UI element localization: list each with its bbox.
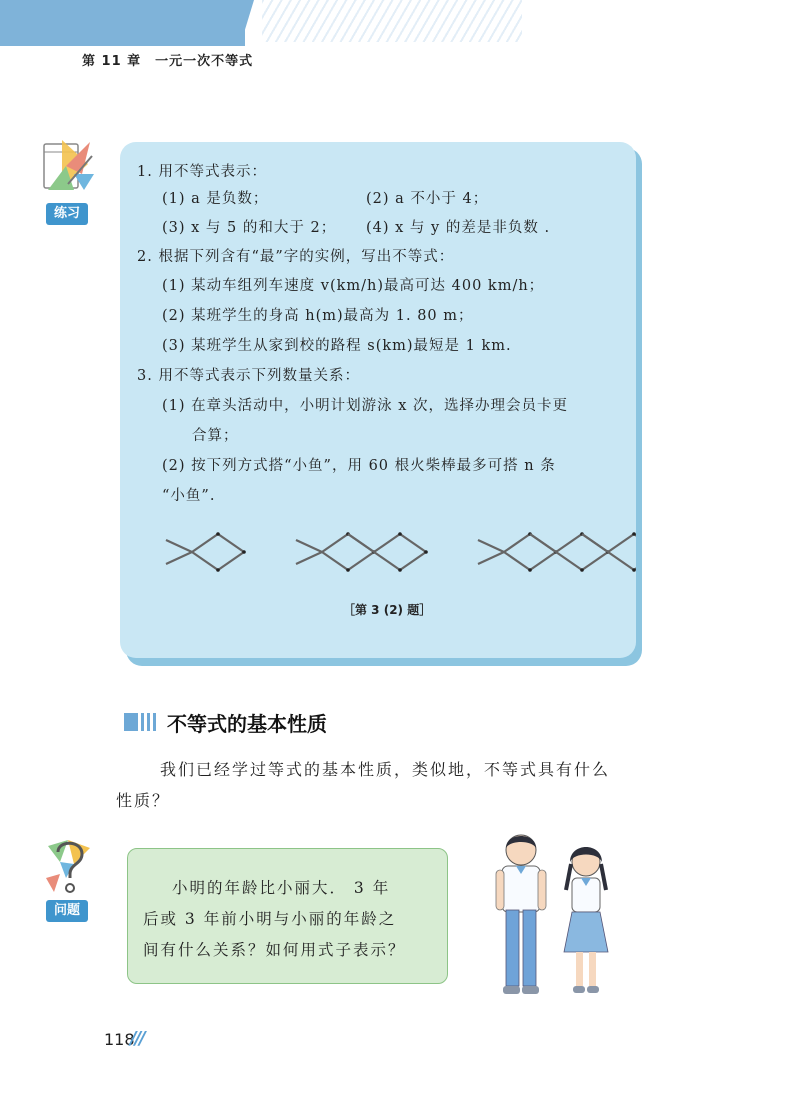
match-head [216,532,220,536]
match-head [632,568,636,572]
match-head [528,568,532,572]
matchstick [582,534,608,552]
matchstick [634,534,636,552]
exercise-2-3: (3) 某班学生从家到校的路程 s(km)最短是 1 km. [162,338,512,354]
question-icon [40,838,96,896]
matchstick [322,552,348,570]
question-line1: 小明的年龄比小丽大． 3 年 [172,879,391,897]
matchstick [478,540,504,552]
page-number: 118 [104,1030,135,1049]
matchstick [504,534,530,552]
match-head [398,532,402,536]
matchstick [634,552,636,570]
exercise-1-2: (2) a 不小于 4； [366,191,489,207]
match-head [216,568,220,572]
page-decoration: /// [130,1028,144,1049]
matchstick [374,534,400,552]
exercise-1-3: (3) x 与 5 的和大于 2； [162,220,337,236]
exercise-3-2-cont: “小鱼”. [162,488,216,504]
match-head [398,568,402,572]
header-band [0,0,245,46]
question-line2: 后或 3 年前小明与小丽的年龄之 [143,910,397,928]
girl-illustration [564,847,608,993]
exercise-2-1: (1) 某动车组列车速度 v(km/h)最高可达 400 km/h； [162,278,545,294]
match-head [580,568,584,572]
matchstick [608,534,634,552]
header-stripes [262,0,522,42]
exercise-1-1: (1) a 是负数； [162,191,269,207]
matchstick [478,552,504,564]
match-head [346,568,350,572]
matchstick [348,552,374,570]
practice-icon [38,134,98,196]
matchstick [504,552,530,570]
matchstick [348,534,374,552]
exercise-3-2: (2) 按下列方式搭“小鱼”，用 60 根火柴棒最多可搭 n 条 [162,458,556,474]
figure-caption: ［第 3 (2) 题］ [343,603,432,617]
matchstick [322,534,348,552]
question-line3: 间有什么关系？如何用式子表示？ [143,941,406,959]
boy-illustration [496,835,546,994]
matchstick [296,540,322,552]
matchstick [530,534,556,552]
exercise-2-2: (2) 某班学生的身高 h(m)最高为 1. 80 m； [162,308,474,324]
matchstick [218,534,244,552]
match-head [242,550,246,554]
matchstick [608,552,634,570]
matchstick [400,552,426,570]
matchstick [166,540,192,552]
question-badge: 问题 [46,900,88,922]
exercise-1: 1. 用不等式表示： [137,164,267,180]
practice-badge: 练习 [46,203,88,225]
chapter-title: 第 11 章 一元一次不等式 [82,54,254,69]
header-band-edge [240,0,254,46]
exercise-1-4: (4) x 与 y 的差是非负数 . [366,220,551,236]
section-marker [124,713,138,731]
matchstick [296,552,322,564]
matchstick [530,552,556,570]
exercise-2: 2. 根据下列含有“最”字的实例，写出不等式： [137,249,455,265]
matchstick [192,552,218,570]
matchstick [166,552,192,564]
matchstick [400,534,426,552]
matchstick [374,552,400,570]
section-paragraph-line1: 我们已经学过等式的基本性质，类似地，不等式具有什么 [160,760,611,779]
matchstick-fish-figure [120,508,636,598]
matchstick [556,552,582,570]
section-marker-stripe [147,713,150,731]
exercise-3: 3. 用不等式表示下列数量关系： [137,368,360,384]
students-illustration [488,828,618,1004]
exercise-3-1: (1) 在章头活动中，小明计划游泳 x 次，选择办理会员卡更 [162,398,569,414]
section-title: 不等式的基本性质 [167,712,327,736]
exercise-3-1-cont: 合算； [192,428,239,444]
matchstick [556,534,582,552]
section-paragraph-line2: 性质？ [116,791,171,810]
matchstick [218,552,244,570]
section-marker-stripe [153,713,156,731]
match-head [632,532,636,536]
matchstick [192,534,218,552]
matchstick [582,552,608,570]
match-head [424,550,428,554]
section-marker-stripe [141,713,144,731]
